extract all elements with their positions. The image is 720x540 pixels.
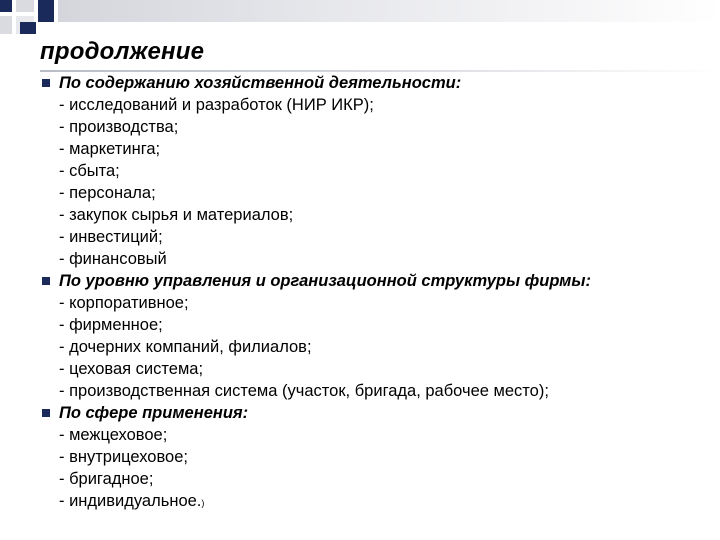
corner-square-icon (0, 0, 12, 12)
item-list (40, 292, 710, 402)
list-item: - дочерних компаний, филиалов; (59, 338, 312, 356)
list-item: - цеховая система; (59, 360, 204, 378)
list-item: - инвестиций; (59, 228, 163, 246)
list-item: - фирменное; (59, 316, 163, 334)
list-item (59, 490, 710, 512)
square-bullet-icon (42, 79, 50, 87)
header-bar (58, 0, 720, 22)
list-item: - производства; (59, 118, 179, 136)
section-heading: По сфере применения: (40, 402, 710, 424)
list-item: - закупок сырья и материалов; (59, 206, 294, 224)
item-list (40, 424, 710, 512)
list-item: - сбыта; (59, 162, 120, 180)
list-item: - маркетинга; (59, 140, 161, 158)
corner-square-icon (0, 16, 12, 34)
corner-square-icon (16, 0, 34, 12)
list-item-suffix: ) (201, 498, 205, 508)
section-activity (40, 72, 710, 270)
list-item: - внутрицеховое; (59, 448, 188, 466)
slide-title: продолжение (40, 38, 205, 65)
section-heading: По содержанию хозяйственной деятельности: (40, 72, 710, 94)
list-item-text: - индивидуальное. (59, 492, 202, 510)
list-item: - исследований и разработок (НИР ИКР); (59, 96, 374, 114)
list-item: - финансовый (59, 250, 167, 268)
section-heading: По уровню управления и организационной структуры фирмы: (40, 270, 710, 292)
list-item: - производственная система (участок, бригада, рабочее место); (59, 382, 549, 400)
square-bullet-icon (42, 409, 50, 417)
square-bullet-icon (42, 277, 50, 285)
list-item: - корпоративное; (59, 294, 189, 312)
section-management-level (40, 270, 710, 402)
corner-square-icon (20, 22, 36, 34)
slide-content (40, 72, 710, 512)
list-item: - межцеховое; (59, 426, 168, 444)
list-item: - бригадное; (59, 470, 154, 488)
list-item: - персонала; (59, 184, 156, 202)
item-list (40, 94, 710, 270)
section-application-scope (40, 402, 710, 512)
corner-square-icon (38, 0, 54, 22)
